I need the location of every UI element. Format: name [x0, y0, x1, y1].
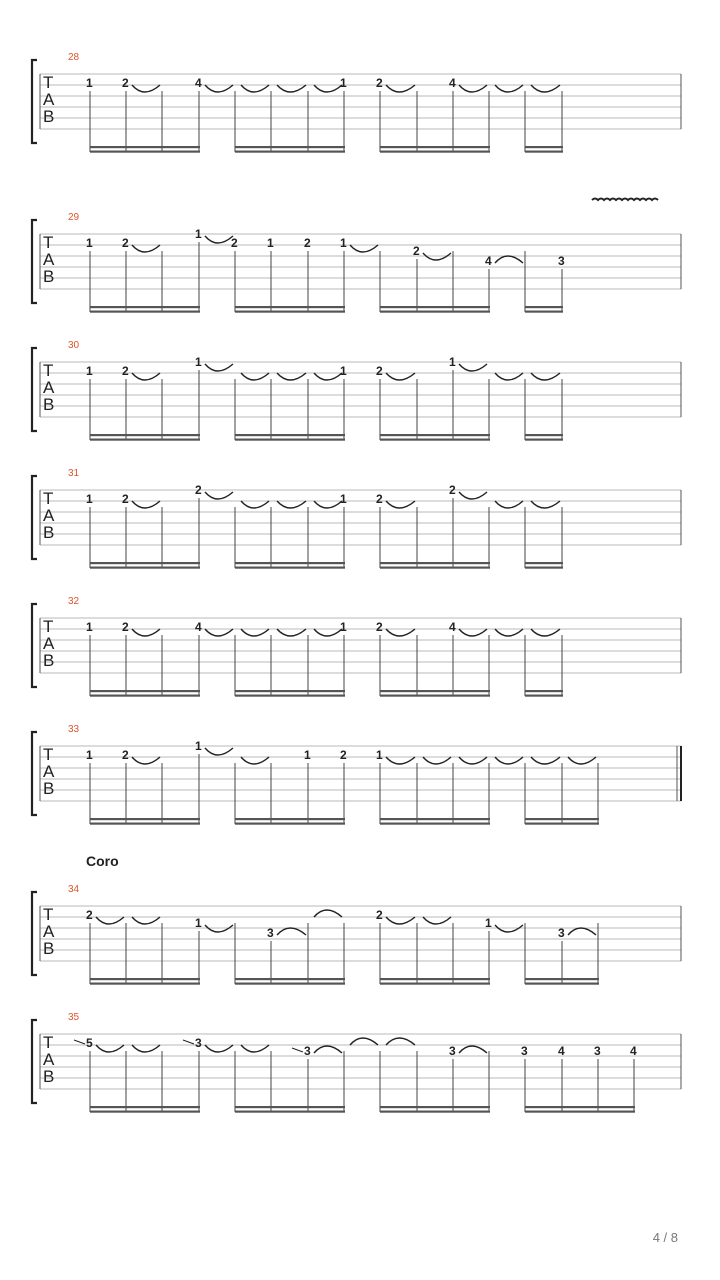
- staff-bracket: [32, 348, 37, 431]
- beam: [380, 311, 490, 313]
- fret-number: 2: [449, 483, 456, 497]
- tie-arc: [495, 256, 523, 263]
- beam: [380, 146, 490, 148]
- tab-clef-letter: A: [43, 90, 55, 109]
- tab-clef-letter: A: [43, 506, 55, 525]
- tie-arc: [277, 373, 306, 380]
- fret-number: 3: [449, 1044, 456, 1058]
- tab-clef-letter: B: [43, 107, 55, 126]
- beam: [525, 151, 563, 153]
- tie-arc: [205, 364, 233, 371]
- beam: [90, 1111, 200, 1113]
- fret-number: 4: [485, 254, 492, 268]
- tie-arc: [96, 1045, 124, 1052]
- measure-number: 34: [68, 884, 80, 895]
- beam: [380, 818, 490, 820]
- vibrato-mark: [592, 199, 658, 201]
- fret-number: 2: [195, 483, 202, 497]
- fret-number: 2: [376, 364, 383, 378]
- fret-number: 1: [267, 236, 274, 250]
- fret-number: 1: [340, 620, 347, 634]
- beam: [380, 306, 490, 308]
- tab-clef-letter: B: [43, 651, 55, 670]
- fret-number: 2: [231, 236, 238, 250]
- staff-bracket: [32, 476, 37, 559]
- tie-arc: [241, 757, 269, 764]
- fret-number: 1: [86, 364, 93, 378]
- tie-arc: [459, 364, 487, 371]
- page-number: 4 / 8: [652, 1230, 678, 1245]
- tie-arc: [531, 373, 560, 380]
- measure-number: 29: [68, 212, 80, 223]
- beam: [380, 434, 490, 436]
- tie-arc: [241, 501, 269, 508]
- fret-number: 5: [86, 1036, 93, 1050]
- tab-clef-letter: B: [43, 779, 55, 798]
- measure-number: 32: [68, 596, 80, 607]
- staff-bracket: [32, 1020, 37, 1103]
- tie-arc: [386, 629, 415, 636]
- fret-number: 4: [449, 620, 456, 634]
- beam: [235, 306, 345, 308]
- beam: [525, 983, 599, 985]
- tie-arc: [350, 245, 378, 252]
- tab-clef-letter: A: [43, 922, 55, 941]
- tie-arc: [132, 373, 160, 380]
- beam: [380, 567, 490, 569]
- fret-number: 2: [86, 908, 93, 922]
- beam: [90, 983, 200, 985]
- beam: [380, 439, 490, 441]
- fret-number: 3: [304, 1044, 311, 1058]
- tie-arc: [241, 629, 269, 636]
- fret-number: 2: [376, 908, 383, 922]
- fret-number: 1: [304, 748, 311, 762]
- tie-arc: [132, 501, 160, 508]
- tie-arc: [350, 1038, 378, 1045]
- beam: [380, 1106, 490, 1108]
- beam: [380, 823, 490, 825]
- fret-number: 1: [195, 227, 202, 241]
- tie-arc: [459, 1046, 487, 1053]
- tab-clef-letter: T: [43, 233, 54, 252]
- tie-arc: [531, 629, 560, 636]
- fret-number: 2: [376, 620, 383, 634]
- tab-clef-letter: A: [43, 762, 55, 781]
- beam: [525, 1111, 635, 1113]
- staff-bracket: [32, 220, 37, 303]
- tie-arc: [314, 1046, 342, 1053]
- fret-number: 3: [195, 1036, 202, 1050]
- staff-bracket: [32, 604, 37, 687]
- tie-arc: [132, 917, 160, 924]
- tie-arc: [314, 85, 342, 92]
- beam: [380, 151, 490, 153]
- tie-arc: [314, 373, 342, 380]
- tie-arc: [386, 373, 415, 380]
- tie-arc: [205, 629, 233, 636]
- tie-arc: [495, 757, 523, 764]
- tie-arc: [132, 245, 160, 252]
- fret-number: 1: [86, 236, 93, 250]
- tab-clef-letter: A: [43, 250, 55, 269]
- beam: [525, 311, 563, 313]
- tab-clef-letter: B: [43, 939, 55, 958]
- tab-clef-letter: T: [43, 617, 54, 636]
- tie-arc: [459, 85, 487, 92]
- fret-number: 1: [195, 916, 202, 930]
- tie-arc: [314, 501, 342, 508]
- beam: [525, 1106, 635, 1108]
- beam: [380, 690, 490, 692]
- measure-number: 30: [68, 340, 80, 351]
- beam: [235, 695, 345, 697]
- tie-arc: [132, 1045, 160, 1052]
- beam: [90, 146, 200, 148]
- tie-arc: [459, 757, 487, 764]
- beam: [235, 818, 345, 820]
- fret-number: 1: [86, 748, 93, 762]
- beam: [235, 1111, 345, 1113]
- tab-clef-letter: T: [43, 745, 54, 764]
- beam: [90, 690, 200, 692]
- tab-clef-letter: A: [43, 1050, 55, 1069]
- fret-number: 2: [376, 492, 383, 506]
- tab-clef-letter: T: [43, 73, 54, 92]
- tie-arc: [531, 85, 560, 92]
- fret-number: 4: [558, 1044, 565, 1058]
- tie-arc: [386, 85, 415, 92]
- beam: [525, 439, 563, 441]
- tie-arc: [495, 629, 523, 636]
- tie-arc: [132, 629, 160, 636]
- tie-arc: [205, 236, 233, 243]
- measure-number: 31: [68, 468, 80, 479]
- beam: [235, 983, 345, 985]
- tie-arc: [205, 492, 233, 499]
- tie-arc: [386, 917, 415, 924]
- tie-arc: [96, 917, 124, 924]
- beam: [380, 978, 490, 980]
- fret-number: 4: [449, 76, 456, 90]
- tab-clef-letter: T: [43, 361, 54, 380]
- beam: [235, 978, 345, 980]
- staff-bracket: [32, 732, 37, 815]
- beam: [525, 690, 563, 692]
- fret-number: 1: [449, 355, 456, 369]
- beam: [380, 983, 490, 985]
- beam: [235, 690, 345, 692]
- fret-number: 3: [558, 254, 565, 268]
- fret-number: 2: [122, 236, 129, 250]
- tie-arc: [277, 629, 306, 636]
- tie-arc: [277, 85, 306, 92]
- fret-number: 2: [122, 620, 129, 634]
- beam: [90, 567, 200, 569]
- fret-number: 3: [267, 926, 274, 940]
- fret-number: 1: [376, 748, 383, 762]
- fret-number: 2: [340, 748, 347, 762]
- beam: [525, 562, 563, 564]
- fret-number: 1: [86, 76, 93, 90]
- fret-number: 3: [521, 1044, 528, 1058]
- tie-arc: [531, 501, 560, 508]
- beam: [235, 151, 345, 153]
- beam: [525, 146, 563, 148]
- fret-number: 2: [122, 364, 129, 378]
- beam: [90, 562, 200, 564]
- tie-arc: [531, 757, 560, 764]
- tie-arc: [132, 757, 160, 764]
- tie-arc: [423, 757, 451, 764]
- tab-clef-letter: T: [43, 489, 54, 508]
- beam: [90, 151, 200, 153]
- fret-number: 1: [340, 492, 347, 506]
- tie-arc: [132, 85, 160, 92]
- beam: [90, 695, 200, 697]
- fret-number: 1: [340, 236, 347, 250]
- beam: [380, 562, 490, 564]
- tie-arc: [459, 492, 487, 499]
- fret-number: 1: [485, 916, 492, 930]
- tab-clef-letter: A: [43, 378, 55, 397]
- beam: [235, 562, 345, 564]
- tie-arc: [314, 629, 342, 636]
- tab-clef-letter: T: [43, 1033, 54, 1052]
- tie-arc: [241, 85, 269, 92]
- tab-clef-letter: B: [43, 523, 55, 542]
- beam: [90, 1106, 200, 1108]
- fret-number: 4: [195, 620, 202, 634]
- fret-number: 2: [376, 76, 383, 90]
- tie-arc: [205, 748, 233, 755]
- tie-arc: [386, 1038, 415, 1045]
- staff-bracket: [32, 892, 37, 975]
- tie-arc: [386, 757, 415, 764]
- tie-arc: [205, 85, 233, 92]
- beam: [525, 434, 563, 436]
- tab-clef-letter: B: [43, 1067, 55, 1086]
- tie-arc: [495, 501, 523, 508]
- beam: [90, 818, 200, 820]
- beam: [525, 306, 563, 308]
- staff-bracket: [32, 60, 37, 143]
- tie-arc: [241, 1045, 269, 1052]
- fret-number: 2: [413, 244, 420, 258]
- beam: [90, 311, 200, 313]
- beam: [525, 823, 599, 825]
- beam: [525, 818, 599, 820]
- tab-clef-letter: T: [43, 905, 54, 924]
- beam: [235, 439, 345, 441]
- fret-number: 3: [594, 1044, 601, 1058]
- beam: [235, 146, 345, 148]
- measure-number: 28: [68, 52, 80, 63]
- fret-number: 1: [86, 492, 93, 506]
- tie-arc: [241, 373, 269, 380]
- tie-arc: [423, 917, 451, 924]
- fret-number: 1: [340, 364, 347, 378]
- fret-number: 1: [86, 620, 93, 634]
- beam: [235, 434, 345, 436]
- fret-number: 1: [340, 76, 347, 90]
- beam: [90, 439, 200, 441]
- tab-clef-letter: B: [43, 267, 55, 286]
- tie-arc: [277, 501, 306, 508]
- tie-arc: [495, 85, 523, 92]
- tie-arc: [386, 501, 415, 508]
- fret-number: 1: [195, 739, 202, 753]
- beam: [380, 1111, 490, 1113]
- beam: [525, 978, 599, 980]
- measure-number: 35: [68, 1012, 80, 1023]
- beam: [90, 823, 200, 825]
- beam: [235, 567, 345, 569]
- slide-mark: [183, 1040, 194, 1044]
- beam: [90, 978, 200, 980]
- beam: [90, 306, 200, 308]
- fret-number: 2: [304, 236, 311, 250]
- beam: [525, 567, 563, 569]
- beam: [235, 1106, 345, 1108]
- measure-number: 33: [68, 724, 80, 735]
- tie-arc: [495, 373, 523, 380]
- slide-mark: [292, 1048, 303, 1052]
- tie-arc: [314, 910, 342, 917]
- tie-arc: [459, 629, 487, 636]
- beam: [235, 823, 345, 825]
- tie-arc: [277, 928, 306, 935]
- tab-clef-letter: A: [43, 634, 55, 653]
- beam: [90, 434, 200, 436]
- tie-arc: [205, 1045, 233, 1052]
- fret-number: 1: [195, 355, 202, 369]
- slide-mark: [74, 1040, 85, 1044]
- beam: [525, 695, 563, 697]
- fret-number: 2: [122, 748, 129, 762]
- fret-number: 3: [558, 926, 565, 940]
- fret-number: 2: [122, 76, 129, 90]
- section-label: Coro: [86, 853, 119, 869]
- fret-number: 2: [122, 492, 129, 506]
- fret-number: 4: [630, 1044, 637, 1058]
- fret-number: 4: [195, 76, 202, 90]
- tie-arc: [568, 757, 596, 764]
- tab-clef-letter: B: [43, 395, 55, 414]
- tie-arc: [568, 928, 596, 935]
- beam: [380, 695, 490, 697]
- beam: [235, 311, 345, 313]
